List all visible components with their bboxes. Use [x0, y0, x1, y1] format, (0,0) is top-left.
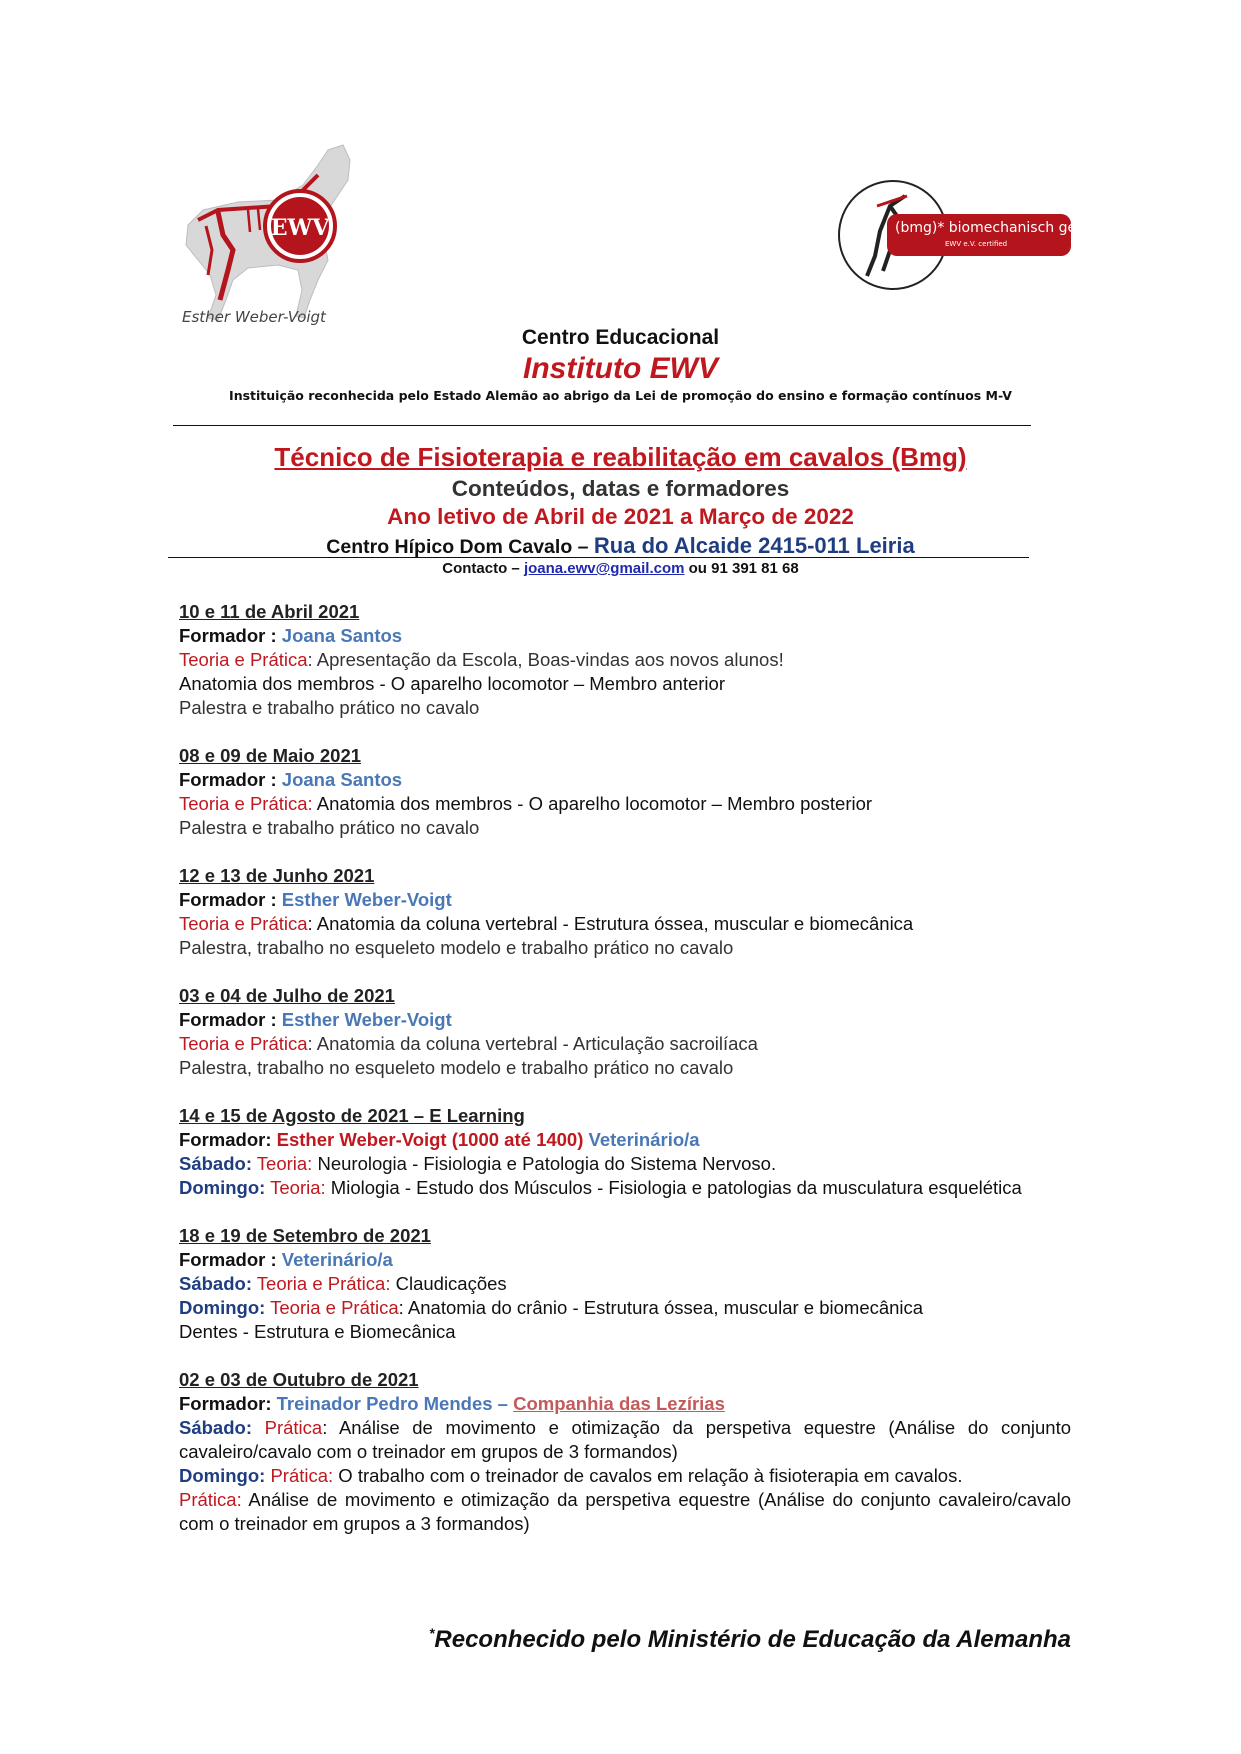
header-divider — [173, 425, 1031, 426]
sunday-label: Domingo: — [179, 1177, 266, 1198]
trainer-name: Esther Weber-Voigt (1000 até 1400) — [276, 1129, 584, 1150]
sunday-label: Domingo: — [179, 1465, 266, 1486]
session-date: 12 e 13 de Junho 2021 — [179, 865, 375, 886]
session-kind: Teoria e Prática — [179, 913, 308, 934]
course-title-text: Técnico de Fisioterapia e reabilitação em cavalos (Bmg) — [274, 442, 967, 472]
saturday-label: Sábado: — [179, 1417, 252, 1438]
session-6 — [179, 1224, 1071, 1344]
session-topic: : Apresentação da Escola, Boas-vindas aos novos alunos! — [307, 649, 784, 670]
contact-line — [0, 560, 1241, 577]
session-kind: Teoria: — [251, 1153, 313, 1174]
session-date: 14 e 15 de Agosto de 2021 – E Learning — [179, 1105, 525, 1126]
session-format: Palestra, trabalho no esqueleto modelo e trabalho prático no cavalo — [179, 1057, 734, 1078]
session-kind: Teoria e Prática — [179, 1033, 308, 1054]
sunday-topic: : Anatomia do crânio - Estrutura óssea, muscular e biomecânica — [398, 1297, 924, 1318]
course-subtitle: Conteúdos, datas e formadores — [451, 476, 790, 501]
extra-topic: Análise de movimento e otimização da perspetiva equestre (Análise do conjunto cavaleiro/cavalo com o treinador em grupos a 3 formandos) — [179, 1489, 1071, 1534]
header-recognition: Instituição reconhecida pelo Estado Alemão ao abrigo da Lei de promoção do ensino e formação contínuos M-V — [229, 388, 1012, 403]
session-topic: Anatomia dos membros - O aparelho locomotor – Membro posterior — [312, 793, 873, 814]
session-5 — [179, 1104, 1071, 1200]
contact-label: Contacto – — [442, 560, 524, 577]
session-date: 10 e 11 de Abril 2021 — [179, 601, 360, 622]
bmg-logo-small: EWV e.V. certified — [945, 240, 1008, 248]
saturday-label: Sábado: — [179, 1153, 252, 1174]
sunday-topic: Miologia - Estudo dos Músculos - Fisiologia e patologias da musculatura esquelética — [325, 1177, 1022, 1198]
session-topic: : Anatomia da coluna vertebral - Estrutura óssea, muscular e biomecânica — [307, 913, 914, 934]
ewv-emblem-icon — [262, 188, 338, 264]
session-kind: Teoria: — [265, 1177, 326, 1198]
trainer-label: Formador : — [179, 769, 282, 790]
venue-name: Centro Hípico Dom Cavalo – — [326, 536, 594, 558]
trainer-name: Joana Santos — [281, 625, 403, 646]
session-kind: Teoria e Prática — [265, 1297, 399, 1318]
session-date: 18 e 19 de Setembro de 2021 — [179, 1225, 431, 1246]
course-title — [0, 442, 1241, 473]
course-year: Ano letivo de Abril de 2021 a Março de 2022 — [387, 504, 854, 529]
session-topic-2: Dentes - Estrutura e Biomecânica — [179, 1321, 456, 1342]
contact-email-link[interactable]: joana.ewv@gmail.com — [523, 560, 685, 577]
ewv-logo — [178, 140, 378, 330]
saturday-topic: Claudicações — [390, 1273, 507, 1294]
sessions-list — [179, 600, 1071, 1560]
trainer-label: Formador: — [179, 1129, 277, 1150]
session-2 — [179, 744, 1071, 840]
session-topic: : Anatomia da coluna vertebral - Articulação sacroilíaca — [307, 1033, 758, 1054]
session-date: 03 e 04 de Julho de 2021 — [179, 985, 395, 1006]
session-7 — [179, 1368, 1071, 1536]
header-line1: Centro Educacional — [521, 326, 720, 349]
footnote-star: * — [428, 1625, 435, 1641]
logo-caption: Esther Weber-Voigt — [182, 308, 326, 326]
session-kind: Teoria e Prática — [179, 649, 308, 670]
trainer-label: Formador : — [179, 1249, 282, 1270]
saturday-topic: Neurologia - Fisiologia e Patologia do Sistema Nervoso. — [312, 1153, 777, 1174]
trainer-company-link[interactable]: Companhia das Lezírias — [513, 1393, 725, 1414]
session-kind: Teoria e Prática: — [179, 793, 313, 814]
bmg-logo-text: (bmg)* biomechanisch geschult — [895, 220, 1119, 236]
svg-text:EWV: EWV — [270, 215, 330, 241]
session-kind: Prática — [251, 1417, 323, 1438]
session-format: Palestra, trabalho no esqueleto modelo e trabalho prático no cavalo — [179, 937, 734, 958]
session-kind: Prática: — [179, 1489, 242, 1510]
sunday-label: Domingo: — [179, 1297, 266, 1318]
contact-phone: ou 91 391 81 68 — [684, 560, 799, 577]
trainer-role: Veterinário/a — [583, 1129, 700, 1150]
session-date: 02 e 03 de Outubro de 2021 — [179, 1369, 419, 1390]
session-topic-2: Anatomia dos membros - O aparelho locomotor – Membro anterior — [179, 673, 725, 694]
saturday-topic: : Análise de movimento e otimização da perspetiva equestre (Análise do conjunto cavaleiro/cavalo com o treinador em grupos de 3 formandos) — [179, 1417, 1072, 1462]
venue-address: Rua do Alcaide 2415-011 Leiria — [593, 533, 915, 558]
bmg-logo — [835, 176, 1119, 294]
session-3 — [179, 864, 1071, 960]
session-format: Palestra e trabalho prático no cavalo — [179, 697, 480, 718]
trainer-label: Formador : — [179, 1009, 282, 1030]
footer-text: Reconhecido pelo Ministério de Educação da Alemanha — [434, 1626, 1071, 1653]
sunday-topic: O trabalho com o treinador de cavalos em relação à fisioterapia em cavalos. — [333, 1465, 963, 1486]
trainer-label: Formador : — [179, 889, 282, 910]
footer-note — [429, 1625, 1071, 1654]
trainer-name: Veterinário/a — [281, 1249, 393, 1270]
venue-divider — [168, 557, 1029, 558]
session-1 — [179, 600, 1071, 720]
session-kind: Teoria e Prática: — [251, 1273, 391, 1294]
trainer-name: Joana Santos — [281, 769, 403, 790]
session-kind: Prática: — [265, 1465, 334, 1486]
session-4 — [179, 984, 1071, 1080]
trainer-name: Esther Weber-Voigt — [281, 889, 452, 910]
trainer-name: Esther Weber-Voigt — [281, 1009, 452, 1030]
header-institute: Instituto EWV — [523, 352, 718, 385]
trainer-label: Formador : — [179, 625, 282, 646]
session-date: 08 e 09 de Maio 2021 — [179, 745, 362, 766]
saturday-label: Sábado: — [179, 1273, 252, 1294]
course-venue — [0, 533, 1241, 559]
trainer-label: Formador: — [179, 1393, 277, 1414]
trainer-name: Treinador Pedro Mendes – — [276, 1393, 514, 1414]
session-format: Palestra e trabalho prático no cavalo — [179, 817, 480, 838]
